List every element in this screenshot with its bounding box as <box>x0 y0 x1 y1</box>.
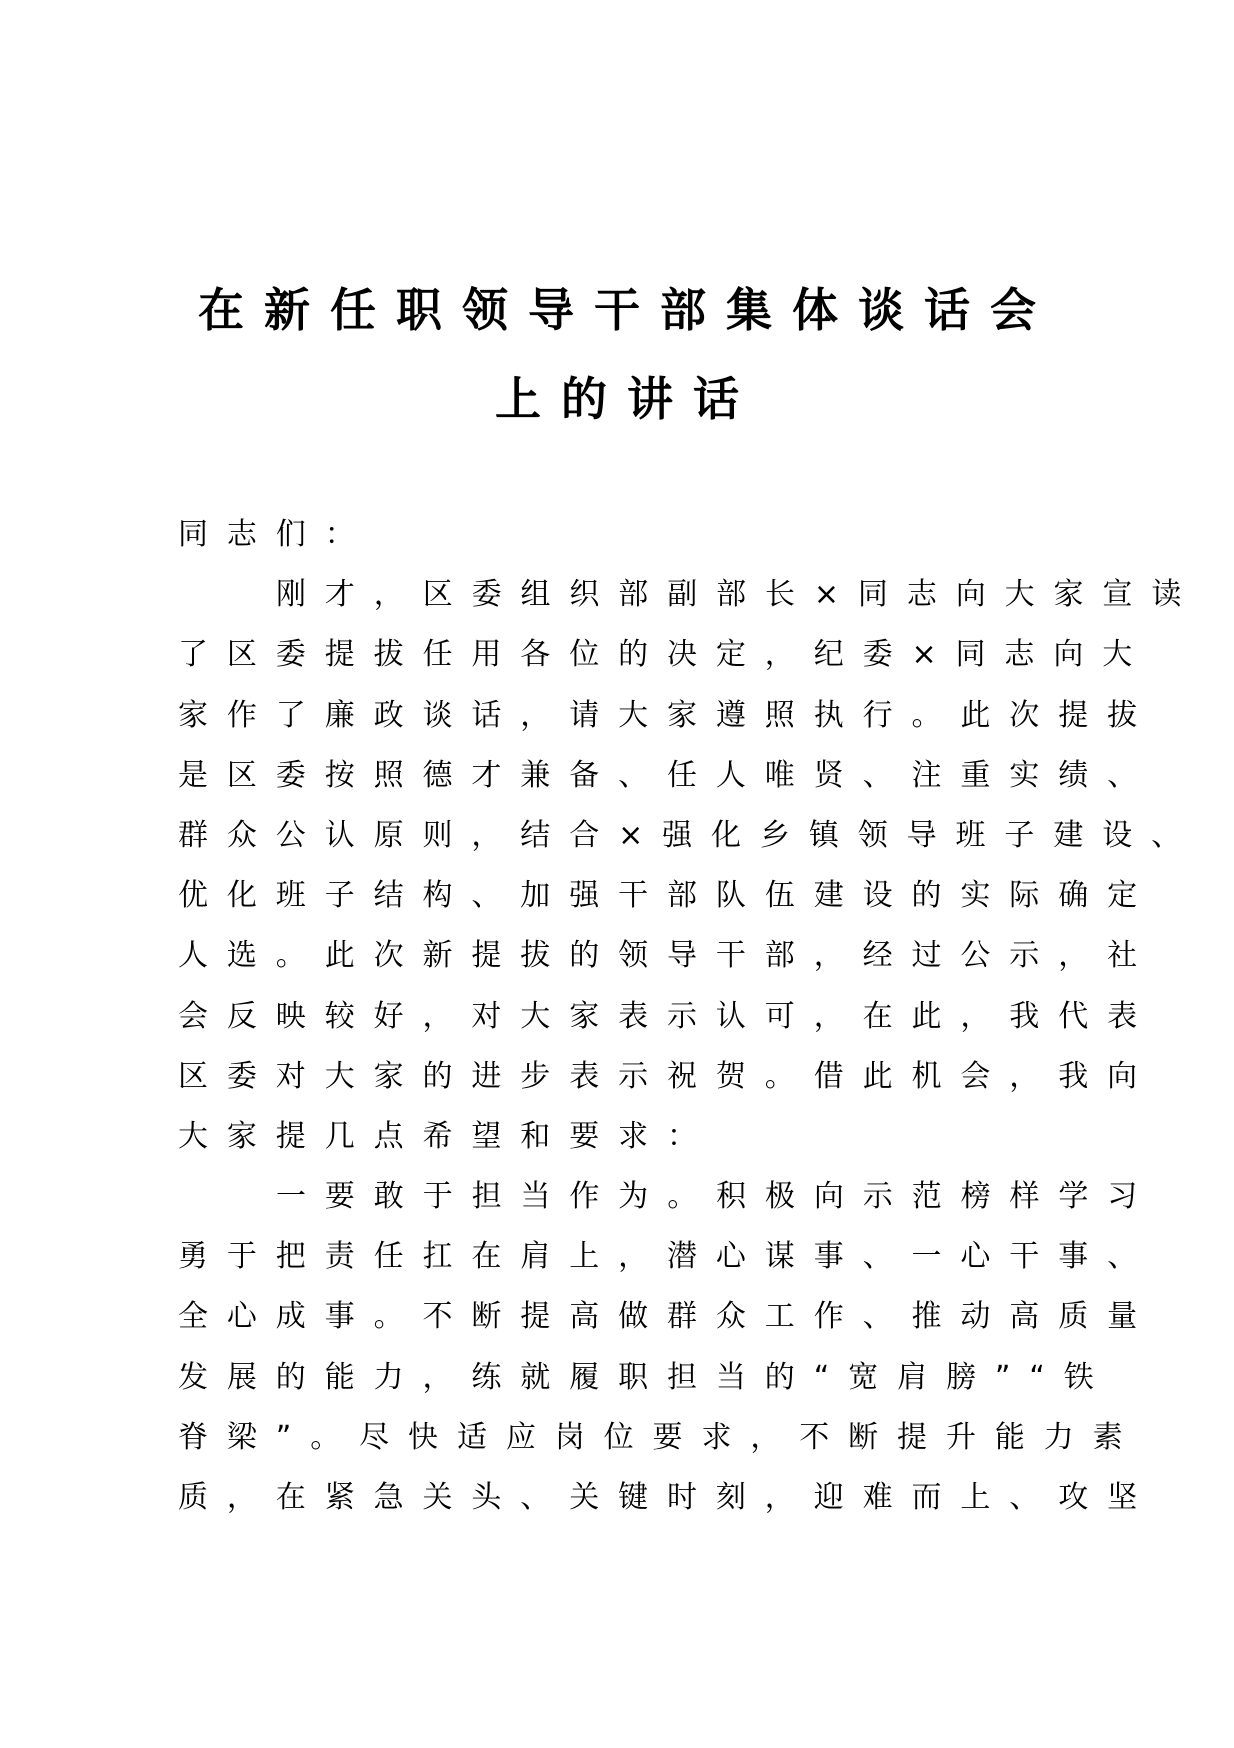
document-title-line-1: 在新任职领导干部集体谈话会 <box>198 283 1056 337</box>
body-line-2: 了区委提拔任用各位的决定，纪委×同志向大 <box>178 637 1152 673</box>
document-body <box>178 505 1201 1528</box>
body-line-7: 人选。此次新提拔的领导干部，经过公示，社 <box>178 938 1156 974</box>
body-line-16: 质，在紧急关头、关键时刻，迎难而上、攻坚 <box>178 1480 1156 1515</box>
body-line-14: 发展的能力，练就履职担当的“宽肩膀”“铁 <box>178 1359 1113 1395</box>
body-line-9: 区委对大家的进步表示祝贺。借此机会，我向 <box>178 1058 1156 1094</box>
body-line-6: 优化班子结构、加强干部队伍建设的实际确定 <box>178 878 1156 914</box>
body-line-11: 一要敢于担当作为。积极向示范榜样学习 <box>276 1179 1157 1215</box>
document-title-line-2: 上的讲话 <box>495 372 759 426</box>
body-line-13: 全心成事。不断提高做群众工作、推动高质量 <box>178 1299 1156 1335</box>
body-line-12: 勇于把责任扛在肩上，潜心谋事、一心干事、 <box>178 1239 1156 1275</box>
body-line-1: 刚才，区委组织部副部长×同志向大家宣读 <box>276 577 1201 613</box>
body-line-8: 会反映较好，对大家表示认可，在此，我代表 <box>178 998 1156 1034</box>
body-line-10: 大家提几点希望和要求： <box>178 1118 716 1154</box>
body-line-3: 家作了廉政谈话，请大家遵照执行。此次提拔 <box>178 697 1156 733</box>
body-line-15: 脊梁”。尽快适应岗位要求，不断提升能力素 <box>178 1419 1142 1455</box>
body-line-4: 是区委按照德才兼备、任人唯贤、注重实绩、 <box>178 757 1156 793</box>
body-line-5: 群众公认原则，结合×强化乡镇领导班子建设、 <box>178 817 1201 853</box>
salutation: 同志们： <box>178 517 374 552</box>
